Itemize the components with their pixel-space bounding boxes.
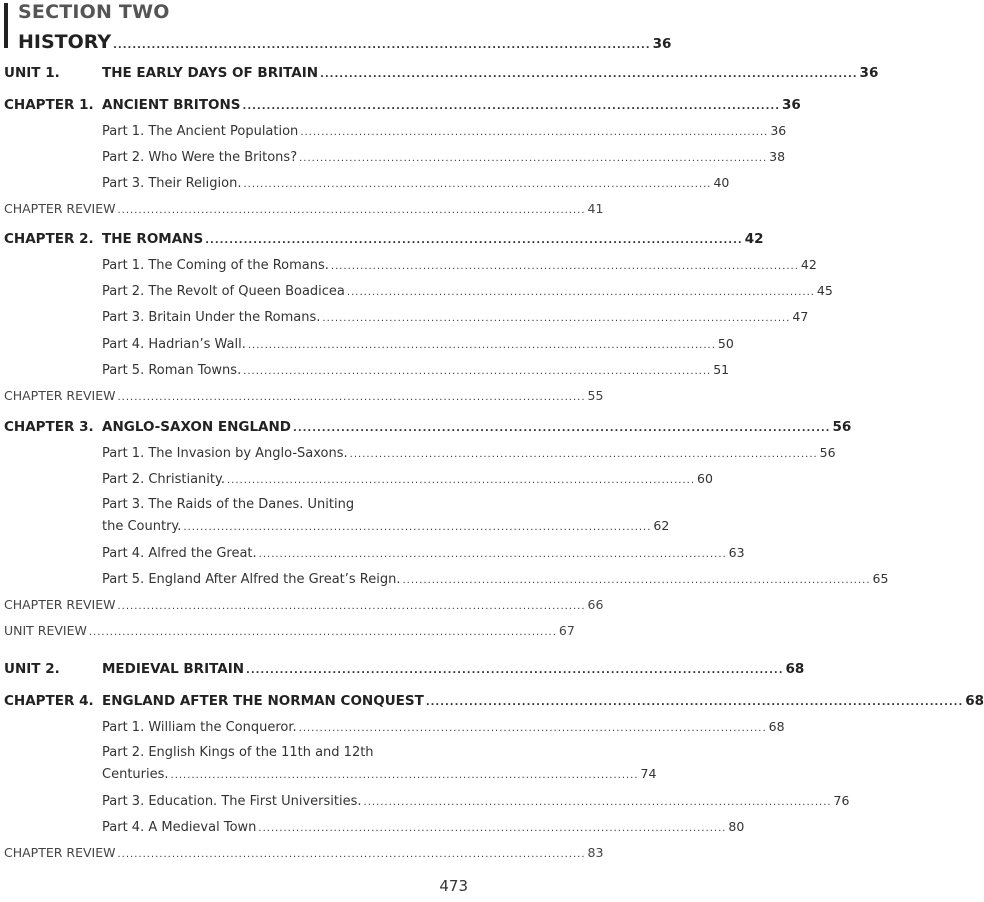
section-marker-bar bbox=[4, 3, 8, 48]
chapter-4-title: ENGLAND AFTER THE NORMAN CONQUEST bbox=[102, 693, 424, 709]
leader-dots: ................................................................................................................ bbox=[113, 40, 651, 51]
page-ref: 38 bbox=[769, 149, 786, 164]
part-title: Part 2. The Revolt of Queen Boadicea bbox=[102, 284, 345, 299]
leader-dots: ................................................................................................................ bbox=[117, 392, 586, 403]
leader-dots: ................................................................................................................ bbox=[425, 697, 964, 708]
unit-1-prefix: UNIT 1. bbox=[4, 65, 60, 81]
leader-dots: ................................................................................................................ bbox=[247, 340, 716, 351]
leader-dots: ................................................................................................................ bbox=[299, 153, 768, 164]
part-title-line-1: Part 2. English Kings of the 11th and 12th bbox=[102, 745, 374, 760]
leader-dots: ................................................................................................................ bbox=[205, 235, 743, 246]
part-title: Part 2. Christianity. bbox=[102, 472, 225, 487]
leader-dots: ................................................................................................................ bbox=[300, 127, 769, 138]
toc-entry-part bbox=[102, 362, 730, 378]
leader-dots: ................................................................................................................ bbox=[242, 101, 780, 112]
part-title: Part 2. Who Were the Britons? bbox=[102, 150, 298, 165]
part-title: Part 1. The Invasion by Anglo-Saxons. bbox=[102, 446, 348, 461]
toc-entry-part bbox=[102, 571, 889, 587]
leader-dots: ................................................................................................................ bbox=[226, 475, 695, 486]
toc-entry-chapter-review bbox=[4, 388, 604, 403]
page-ref: 68 bbox=[785, 661, 805, 677]
part-title: Centuries. bbox=[102, 767, 169, 782]
leader-dots: ................................................................................................................ bbox=[117, 205, 586, 216]
page-ref: 65 bbox=[872, 571, 889, 586]
toc-entry-part bbox=[102, 445, 836, 461]
toc-entry-unit-2 bbox=[102, 661, 805, 677]
chapter-review-label: CHAPTER REVIEW bbox=[4, 845, 116, 860]
part-title: Part 5. Roman Towns. bbox=[102, 363, 242, 378]
page-ref: 60 bbox=[697, 471, 713, 486]
part-title: Part 4. A Medieval Town bbox=[102, 820, 257, 835]
page-ref: 36 bbox=[782, 97, 801, 113]
toc-entry-part bbox=[102, 545, 745, 561]
toc-entry-part bbox=[102, 518, 670, 534]
leader-dots: ................................................................................................................ bbox=[363, 797, 832, 808]
page-ref: 76 bbox=[833, 793, 850, 808]
toc-entry-part bbox=[102, 309, 809, 325]
part-title: Part 3. Education. The First Universities. bbox=[102, 794, 362, 809]
page-ref: 50 bbox=[717, 336, 734, 351]
page-ref: 36 bbox=[770, 123, 787, 138]
leader-dots: ................................................................................................................ bbox=[322, 313, 791, 324]
part-title: Part 4. Hadrian’s Wall. bbox=[102, 337, 246, 352]
chapter-1-prefix: CHAPTER 1. bbox=[4, 97, 94, 113]
leader-dots: ................................................................................................................ bbox=[183, 522, 652, 533]
page-ref: 40 bbox=[713, 175, 730, 190]
chapter-3-title: ANGLO-SAXON ENGLAND bbox=[102, 419, 292, 435]
leader-dots: ................................................................................................................ bbox=[349, 449, 818, 460]
chapter-2-prefix: CHAPTER 2. bbox=[4, 231, 94, 247]
toc-entry-part bbox=[102, 149, 786, 165]
page-ref: 36 bbox=[859, 65, 879, 81]
chapter-review-label: CHAPTER REVIEW bbox=[4, 597, 116, 612]
page-ref: 68 bbox=[965, 693, 984, 709]
toc-entry-part bbox=[102, 123, 787, 139]
toc-entry-part bbox=[102, 257, 817, 273]
page-ref: 45 bbox=[816, 283, 833, 298]
part-title: Part 1. William the Conqueror. bbox=[102, 720, 297, 735]
chapter-2-title: THE ROMANS bbox=[102, 231, 204, 247]
toc-entry-part bbox=[102, 766, 657, 782]
part-title: Part 1. The Ancient Population bbox=[102, 124, 299, 139]
leader-dots: ................................................................................................................ bbox=[170, 770, 639, 781]
unit-review-label: UNIT REVIEW bbox=[4, 623, 87, 638]
leader-dots: ................................................................................................................ bbox=[243, 366, 712, 377]
page-ref: 80 bbox=[728, 819, 745, 834]
part-title: Part 4. Alfred the Great. bbox=[102, 546, 257, 561]
page-ref: 56 bbox=[819, 445, 836, 460]
toc-entry-part bbox=[102, 283, 833, 299]
toc-entry-chapter-review bbox=[4, 201, 604, 216]
toc-entry-part bbox=[102, 336, 734, 352]
leader-dots: ................................................................................................................ bbox=[402, 575, 871, 586]
part-title: Part 5. England After Alfred the Great’s Reign. bbox=[102, 572, 401, 587]
page-ref: 62 bbox=[653, 518, 670, 533]
leader-dots: ................................................................................................................ bbox=[293, 423, 831, 434]
part-title: the Country. bbox=[102, 519, 182, 534]
leader-dots: ................................................................................................................ bbox=[346, 287, 815, 298]
part-title-line-1: Part 3. The Raids of the Danes. Uniting bbox=[102, 497, 355, 512]
leader-dots: ................................................................................................................ bbox=[320, 69, 858, 80]
toc-entry-history bbox=[18, 31, 672, 53]
toc-entry-chapter-3 bbox=[102, 419, 852, 435]
page-ref: 74 bbox=[640, 766, 657, 781]
unit-2-prefix: UNIT 2. bbox=[4, 661, 60, 677]
part-title: Part 1. The Coming of the Romans. bbox=[102, 258, 329, 273]
page-ref: 83 bbox=[587, 845, 604, 860]
chapter-3-prefix: CHAPTER 3. bbox=[4, 419, 94, 435]
history-title: HISTORY bbox=[18, 31, 112, 53]
section-label: SECTION TWO bbox=[18, 1, 170, 23]
toc-entry-chapter-review bbox=[4, 597, 604, 612]
leader-dots: ................................................................................................................ bbox=[330, 261, 799, 272]
toc-entry-unit-review bbox=[4, 623, 575, 638]
unit-1-title: THE EARLY DAYS OF BRITAIN bbox=[102, 65, 319, 81]
page-ref: 42 bbox=[744, 231, 764, 247]
toc-entry-part bbox=[102, 719, 785, 735]
leader-dots: ................................................................................................................ bbox=[258, 823, 727, 834]
chapter-4-prefix: CHAPTER 4. bbox=[4, 693, 94, 709]
toc-entry-part bbox=[102, 819, 745, 835]
leader-dots: ................................................................................................................ bbox=[258, 549, 727, 560]
leader-dots: ................................................................................................................ bbox=[117, 601, 586, 612]
leader-dots: ................................................................................................................ bbox=[298, 723, 767, 734]
part-title: Part 3. Britain Under the Romans. bbox=[102, 310, 321, 325]
page-ref: 67 bbox=[558, 623, 575, 638]
leader-dots: ................................................................................................................ bbox=[246, 665, 784, 676]
page-ref: 51 bbox=[713, 362, 730, 377]
leader-dots: ................................................................................................................ bbox=[117, 849, 586, 860]
unit-2-title: MEDIEVAL BRITAIN bbox=[102, 661, 245, 677]
toc-entry-part bbox=[102, 471, 713, 487]
leader-dots: ................................................................................................................ bbox=[243, 179, 712, 190]
page-ref: 66 bbox=[587, 597, 604, 612]
page-ref: 68 bbox=[768, 719, 785, 734]
toc-entry-chapter-4 bbox=[102, 693, 984, 709]
toc-entry-chapter-review bbox=[4, 845, 604, 860]
toc-entry-part bbox=[102, 793, 850, 809]
chapter-review-label: CHAPTER REVIEW bbox=[4, 388, 116, 403]
page-ref: 47 bbox=[792, 309, 809, 324]
page-number: 473 bbox=[439, 877, 468, 895]
toc-entry-part bbox=[102, 175, 730, 191]
page-ref: 36 bbox=[652, 36, 672, 52]
toc-entry-chapter-1 bbox=[102, 97, 801, 113]
leader-dots: ................................................................................................................ bbox=[88, 627, 557, 638]
chapter-1-title: ANCIENT BRITONS bbox=[102, 97, 241, 113]
part-title: Part 3. Their Religion. bbox=[102, 176, 242, 191]
page-ref: 56 bbox=[832, 419, 852, 435]
toc-entry-chapter-2 bbox=[102, 231, 764, 247]
chapter-review-label: CHAPTER REVIEW bbox=[4, 201, 116, 216]
page-ref: 41 bbox=[587, 201, 604, 216]
page-ref: 42 bbox=[800, 257, 817, 272]
toc-entry-unit-1 bbox=[102, 65, 879, 81]
page-ref: 63 bbox=[728, 545, 745, 560]
page-ref: 55 bbox=[587, 388, 604, 403]
